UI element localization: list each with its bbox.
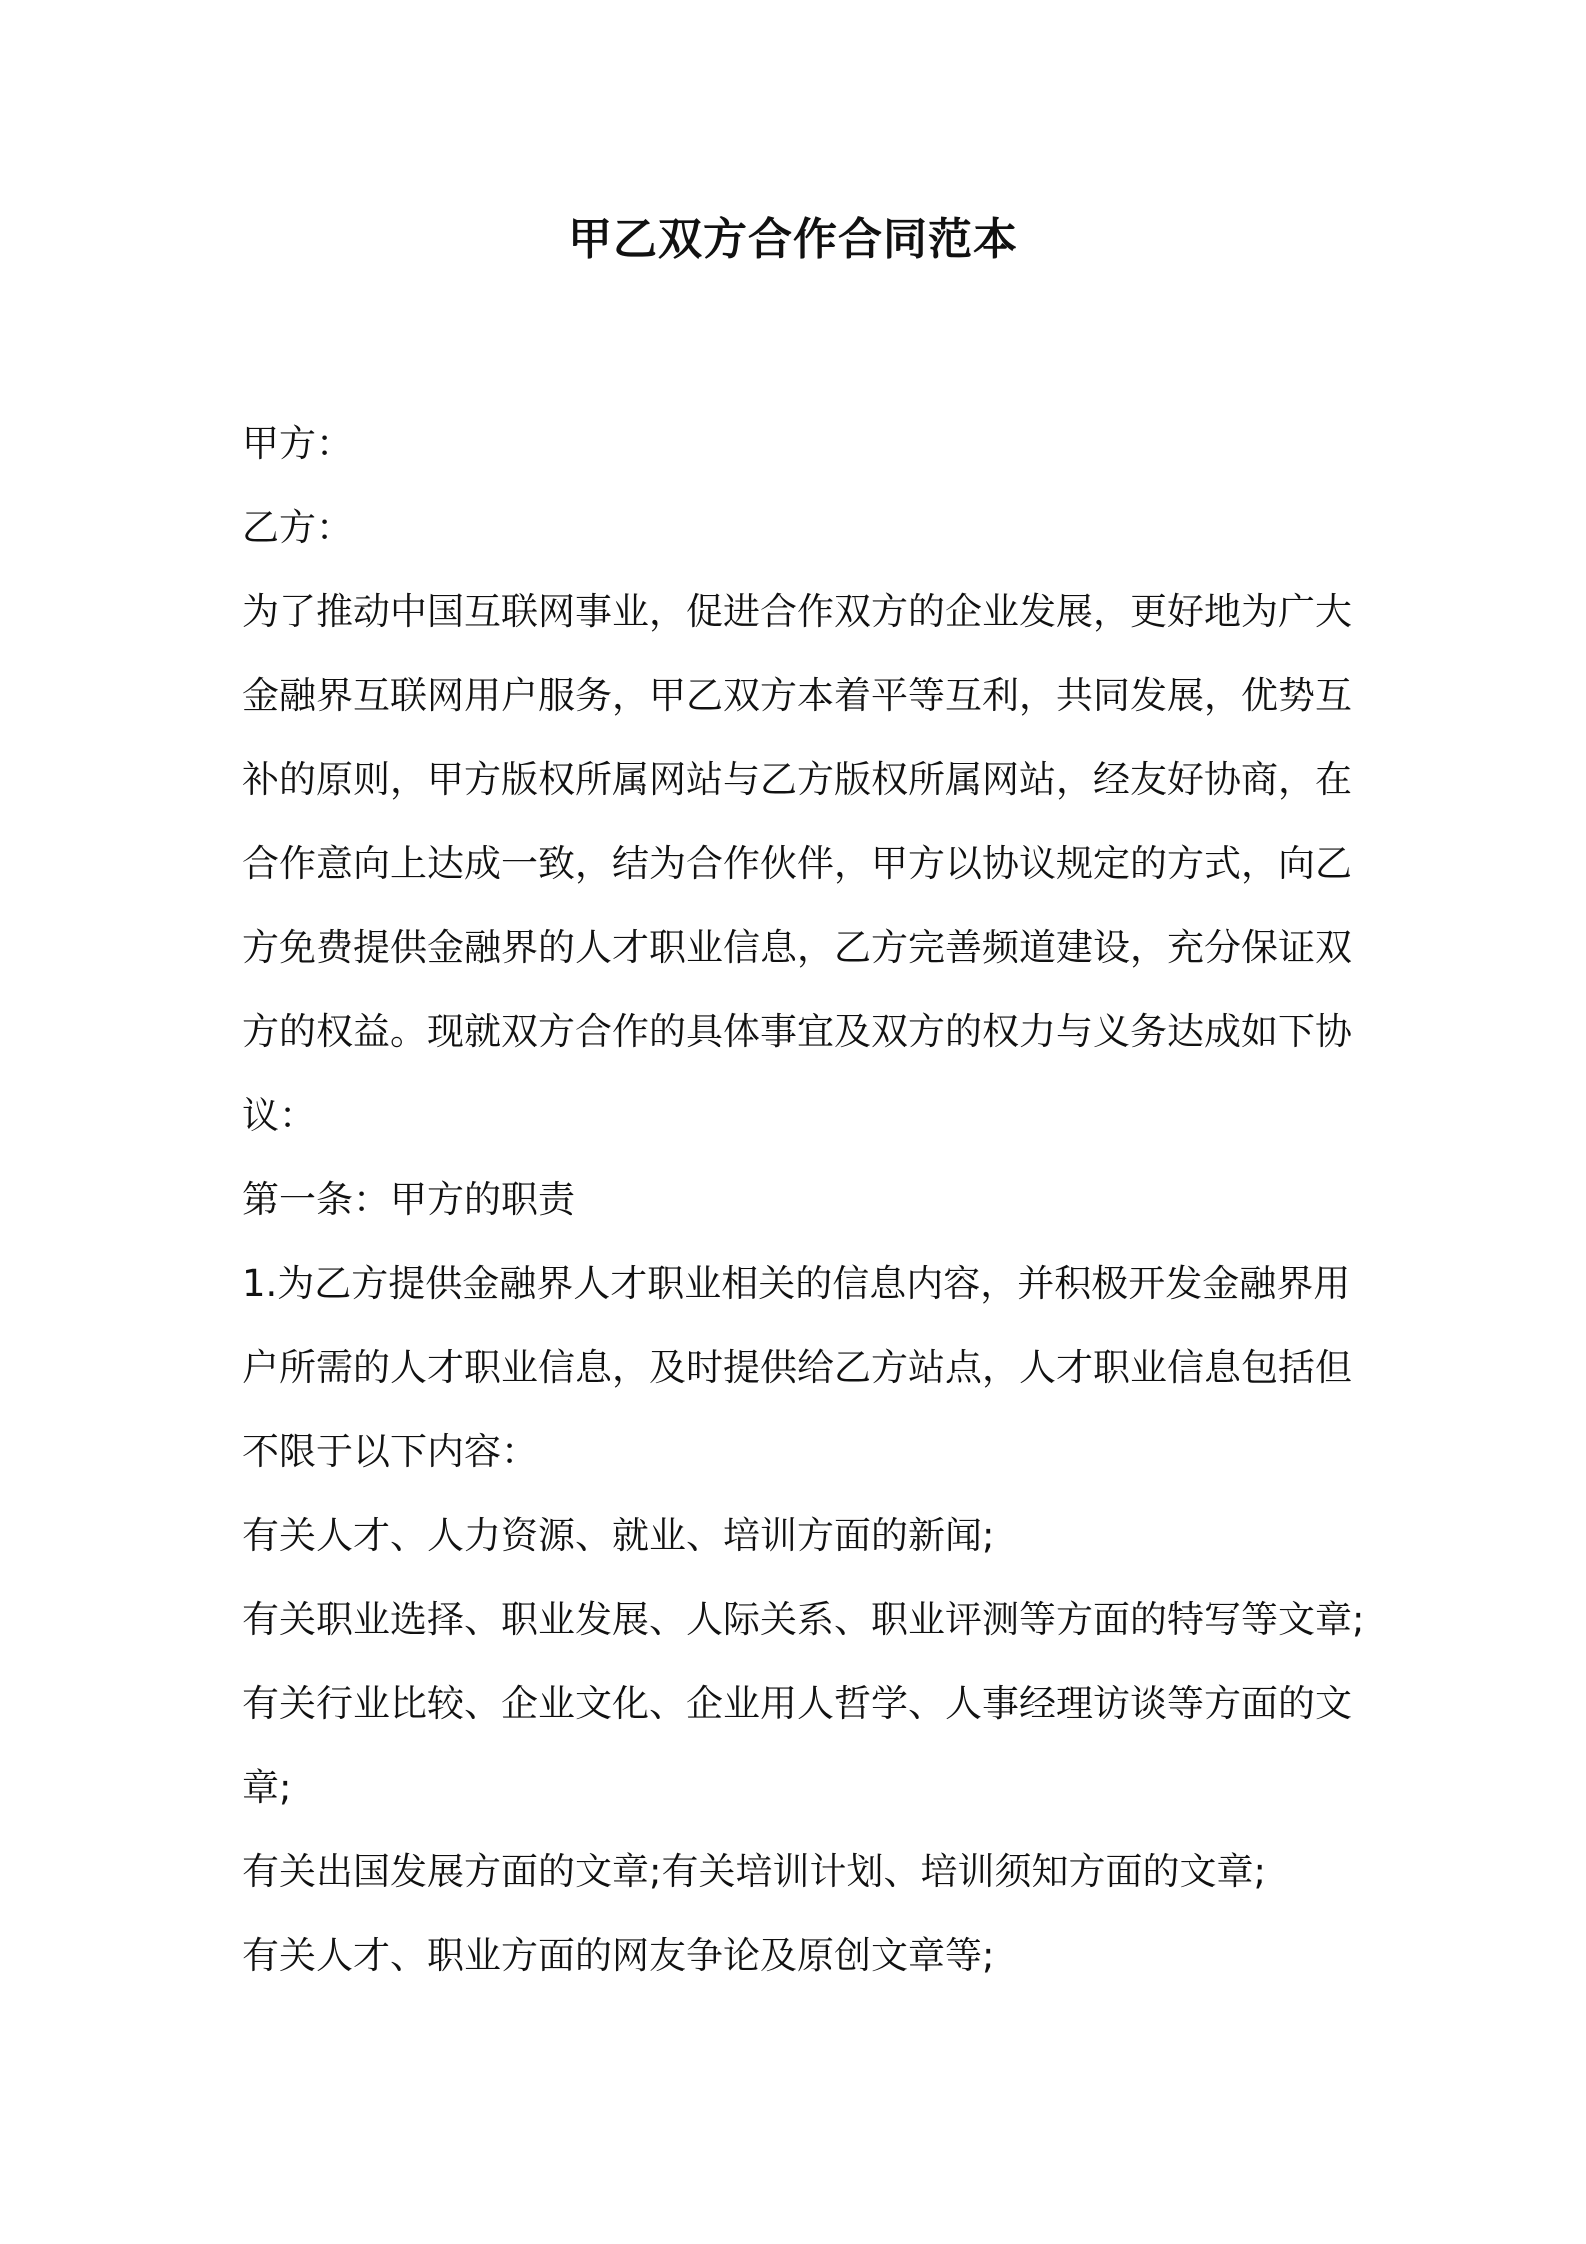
- document-title: 甲乙双方合作合同范本: [568, 214, 1018, 265]
- list-item: 有关人才、人力资源、就业、培训方面的新闻;: [242, 1514, 995, 1557]
- article-1-heading: 第一条：甲方的职责: [242, 1178, 575, 1221]
- list-item: 有关人才、职业方面的网友争论及原创文章等;: [242, 1934, 995, 1977]
- preamble-line: 为了推动中国互联网事业，促进合作双方的企业发展，更好地为广大: [242, 590, 1352, 633]
- preamble-line: 方的权益。现就双方合作的具体事宜及双方的权力与义务达成如下协: [242, 1010, 1352, 1053]
- preamble-line: 金融界互联网用户服务，甲乙双方本着平等互利，共同发展，优势互: [242, 674, 1352, 717]
- preamble-line: 补的原则，甲方版权所属网站与乙方版权所属网站，经友好协商，在: [242, 758, 1352, 801]
- list-item: 有关职业选择、职业发展、人际关系、职业评测等方面的特写等文章;: [242, 1598, 1365, 1641]
- list-item: 有关出国发展方面的文章;有关培训计划、培训须知方面的文章;: [242, 1850, 1266, 1893]
- clause-line: 不限于以下内容：: [242, 1430, 538, 1473]
- clause-line: 1.为乙方提供金融界人才职业相关的信息内容，并积极开发金融界用: [242, 1262, 1351, 1305]
- party-a-line: 甲方：: [242, 422, 353, 465]
- clause-line: 户所需的人才职业信息，及时提供给乙方站点，人才职业信息包括但: [242, 1346, 1352, 1389]
- preamble-line: 议：: [242, 1094, 316, 1137]
- preamble-line: 合作意向上达成一致，结为合作伙伴，甲方以协议规定的方式，向乙: [242, 842, 1352, 885]
- list-item: 章;: [242, 1766, 292, 1809]
- preamble-line: 方免费提供金融界的人才职业信息，乙方完善频道建设，充分保证双: [242, 926, 1352, 969]
- party-b-line: 乙方：: [242, 506, 353, 549]
- document-body: [242, 402, 1365, 1998]
- list-item: 有关行业比较、企业文化、企业用人哲学、人事经理访谈等方面的文: [242, 1682, 1352, 1725]
